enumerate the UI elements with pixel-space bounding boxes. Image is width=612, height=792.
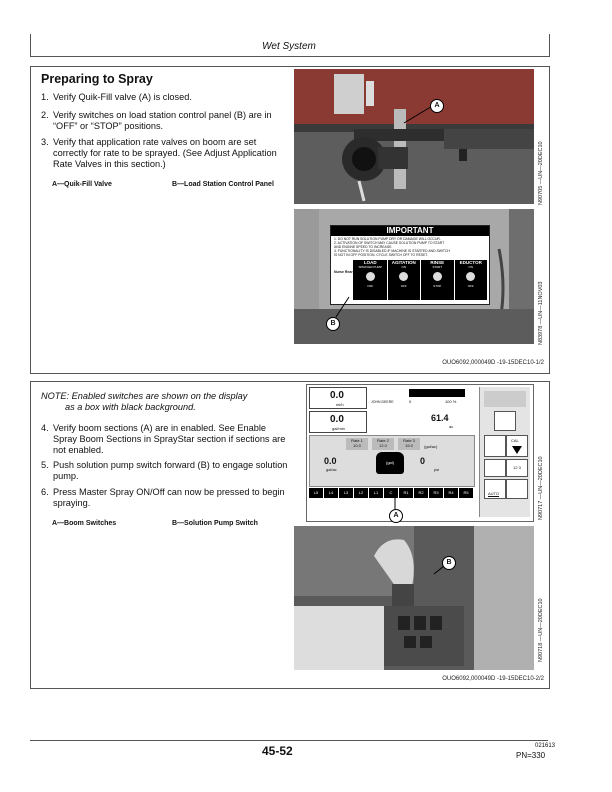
step-number: 4. xyxy=(41,423,49,433)
boom-section-button[interactable]: L5 xyxy=(309,488,323,498)
step-number: 3. xyxy=(41,137,49,147)
bar-min: 0 xyxy=(409,399,412,404)
pressure-unit: psi xyxy=(434,467,440,472)
footer-rule xyxy=(30,740,548,741)
step-text: Verify Quik-Fill valve (A) is closed. xyxy=(53,92,192,102)
application-unit: gal/ac xyxy=(326,467,337,472)
auto-label: AUTO xyxy=(488,491,500,496)
bar-max: 100 % xyxy=(445,399,457,404)
important-line: 2. ACTIVATION OF SWITCH MAY CAUSE SOLUTION PUMP TO START xyxy=(334,241,445,245)
load-station-panel-photo xyxy=(294,209,534,344)
solution-pump-switch-photo xyxy=(294,526,534,670)
section-title: Preparing to Spray xyxy=(41,72,153,86)
flow-rate-unit: gal/min xyxy=(332,426,345,431)
spraystar-display xyxy=(306,384,534,522)
column-label: LOAD xyxy=(363,260,377,265)
speed-unit: mi/h xyxy=(336,402,344,407)
rate-2-button[interactable]: Rate 2 12.0 xyxy=(372,438,394,450)
page-number: 45-52 xyxy=(262,744,293,758)
flow-rate-value: 0.0 xyxy=(330,414,344,425)
rate-3-button[interactable]: Rate 3 15.0 xyxy=(398,438,420,450)
pn-label: PN=330 xyxy=(516,751,546,760)
photo-reference: N90718 —UN—20DEC10 xyxy=(538,598,544,662)
application-value: 0.0 xyxy=(324,456,337,466)
tank-unit: (gal) xyxy=(385,460,394,465)
caption-b: B—Solution Pump Switch xyxy=(172,520,258,527)
column-top: START xyxy=(432,265,443,269)
boom-section-button[interactable]: R5 xyxy=(459,488,473,498)
boom-section-button[interactable]: R4 xyxy=(444,488,458,498)
step-text: Verify boom sections (A) are in enabled. See Enable Spray Boom Sections in SprayStar section if sections are not enabled. xyxy=(53,423,286,455)
step-text: Verify that application rate valves on boom are set correctly for rate to be sprayed. (See Adjust Application Rate Valves in this section.) xyxy=(53,137,277,169)
callout-b: B xyxy=(326,317,340,331)
column-label: AGITATION xyxy=(391,260,416,265)
section-reference: OUO6092,000049D -19-15DEC10-1/2 xyxy=(442,360,544,366)
area-value: 61.4 xyxy=(431,413,449,423)
column-bottom: STOP xyxy=(433,284,442,288)
brand-label: JOHN DEERE xyxy=(371,400,394,404)
column-bottom: OFF xyxy=(367,284,374,288)
column-label: RINSE xyxy=(430,260,445,265)
callout-a: A xyxy=(389,509,403,523)
column-top: ON xyxy=(468,265,473,269)
boom-section-button[interactable]: C xyxy=(384,488,398,498)
section-reference: OUO6092,000049D -19-15DEC10-2/2 xyxy=(442,676,544,682)
cal-label: CAL xyxy=(511,438,519,443)
step-number: 6. xyxy=(41,487,49,497)
boom-section-button[interactable]: L4 xyxy=(324,488,338,498)
note-line: NOTE: Enabled switches are shown on the display xyxy=(41,391,248,401)
boom-section-button[interactable]: R1 xyxy=(399,488,413,498)
column-label: EDUCTOR xyxy=(459,260,482,265)
speed-value: 0.0 xyxy=(330,390,344,401)
note-line: as a box with black background. xyxy=(65,402,196,412)
step-number: 2. xyxy=(41,110,49,120)
callout-b: B xyxy=(442,556,456,570)
column-bottom: OFF xyxy=(467,284,474,288)
important-line: 1. DO NOT RUN SOLUTION PUMP DRY OR DAMAGE WILL OCCUR. xyxy=(334,237,441,241)
step-number: 1. xyxy=(41,92,49,102)
boom-section-button[interactable]: L1 xyxy=(369,488,383,498)
footer-code: 021613 xyxy=(535,743,556,749)
column-bottom: OFF xyxy=(400,284,407,288)
rates-unit: (gal/ac) xyxy=(424,444,438,449)
photo-reference: N90717 —UN—20DEC10 xyxy=(538,456,544,520)
step-text: Press Master Spray ON/Off can now be pressed to begin spraying. xyxy=(53,487,285,508)
column-top: ON xyxy=(401,265,406,269)
boom-section-button[interactable]: R2 xyxy=(414,488,428,498)
nurse-rear-label: Nurse Rear xyxy=(334,270,353,274)
pressure-value: 0 xyxy=(420,456,426,466)
quik-fill-valve-photo xyxy=(294,69,534,204)
important-line: 3. FUNCTIONALITY IS DISABLED IF MACHINE IS STARTED AND SWITCH xyxy=(334,249,450,253)
callout-a-leader xyxy=(307,385,533,521)
stack-icon[interactable]: 12 3 xyxy=(506,459,528,477)
photo-reference: N90705 —UN—20DEC10 xyxy=(538,141,544,205)
photo-reference: N83978 —UN—11NOV03 xyxy=(538,281,544,345)
important-line: IS NOT IN OFF POSITION. CYCLE SWITCH OFF TO RESET. xyxy=(334,253,429,257)
step-number: 5. xyxy=(41,460,49,470)
armrest-illustration xyxy=(294,526,534,670)
caption-a: A—Boom Switches xyxy=(52,520,117,527)
column-sub: SPRAYER PUMP xyxy=(358,265,383,269)
step-text: Verify switches on load station control panel (B) are in “OFF” or “STOP” positions. xyxy=(53,110,272,131)
rate-1-button[interactable]: Rate 1 10.0 xyxy=(346,438,368,450)
caption-b: B—Load Station Control Panel xyxy=(172,181,274,188)
boom-section-button[interactable]: R3 xyxy=(429,488,443,498)
important-title: IMPORTANT xyxy=(331,226,489,236)
header-title: Wet System xyxy=(262,41,316,52)
area-unit: ac xyxy=(449,424,454,429)
boom-section-button[interactable]: L2 xyxy=(354,488,368,498)
boom-section-button[interactable]: L3 xyxy=(339,488,353,498)
step-text: Push solution pump switch forward (B) to engage solution pump. xyxy=(53,460,288,481)
important-line: AND ENGINE SPEED TO INCREASE. xyxy=(334,245,393,249)
note xyxy=(41,391,291,413)
callout-a: A xyxy=(430,99,444,113)
caption-a: A—Quik-Fill Valve xyxy=(52,181,112,188)
quik-fill-valve-illustration xyxy=(294,69,534,204)
